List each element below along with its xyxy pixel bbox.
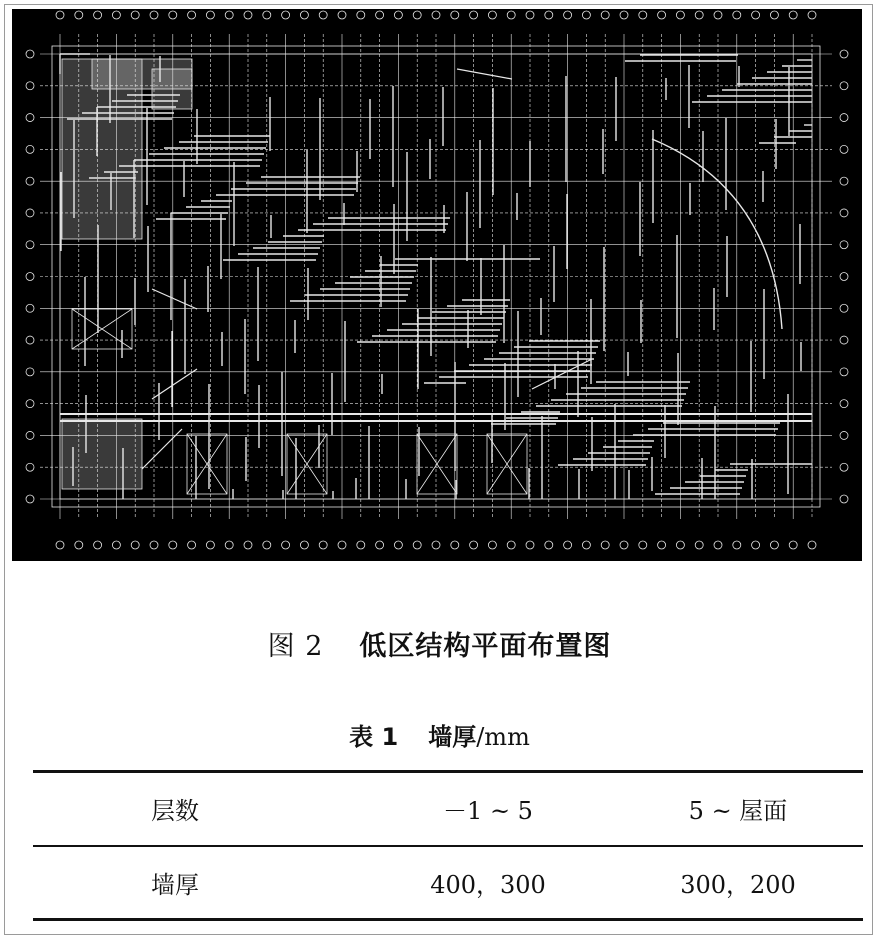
- table-unit: /mm: [476, 723, 530, 751]
- table-cell: 300，200: [613, 846, 863, 920]
- table-row: [33, 772, 863, 846]
- figure-caption: [0, 624, 879, 663]
- table-cell: 400，300: [363, 846, 613, 920]
- wall-thickness-table: [33, 770, 863, 921]
- table-cell: 墙厚: [33, 846, 363, 920]
- table-cell: 层数: [33, 772, 363, 846]
- table-title: [0, 717, 879, 752]
- structural-floor-plan-image: [12, 9, 862, 561]
- table-cell: 5 ~ 屋面: [613, 772, 863, 846]
- table-number: 表 1: [349, 723, 399, 751]
- table-cell: －1 ~ 5: [363, 772, 613, 846]
- table-row: [33, 846, 863, 920]
- table-name: 墙厚: [428, 723, 477, 751]
- figure-number: 图 2: [267, 631, 324, 662]
- figure-title: 低区结构平面布置图: [359, 631, 612, 662]
